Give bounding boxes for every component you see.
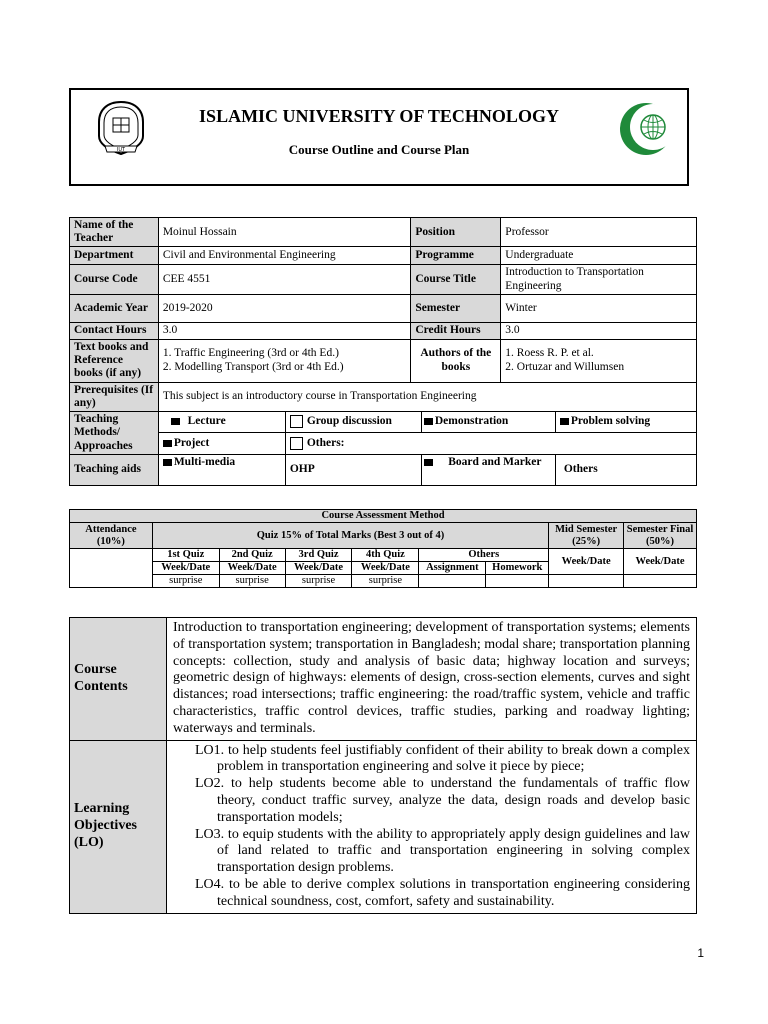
department-label: Department <box>70 247 159 265</box>
teaching-methods-options <box>158 411 696 454</box>
quiz1-weekdate: Week/Date <box>152 562 219 575</box>
course-title-value: Introduction to Transportation Engineering <box>501 265 697 294</box>
teaching-aids-label: Teaching aids <box>70 454 159 485</box>
department-value: Civil and Environmental Engineering <box>158 247 411 265</box>
semester-final-header: Semester Final (50%) <box>624 523 697 549</box>
document-subtitle: Course Outline and Course Plan <box>288 142 470 157</box>
homework-header: Homework <box>486 562 549 575</box>
assessment-table <box>69 509 697 588</box>
homework-date <box>486 575 549 588</box>
method-lecture-label: Lecture <box>187 415 226 428</box>
teacher-value: Moinul Hossain <box>158 218 411 247</box>
seal-text: IUT <box>116 147 126 153</box>
lo-item-4: LO4. to be able to derive complex solutions in transportation engineering considering technical soundness, cost, comfort, safety and sustainability. <box>195 876 690 909</box>
attendance-cell <box>70 549 153 588</box>
credit-hours-value: 3.0 <box>501 322 697 339</box>
contact-hours-label: Contact Hours <box>70 322 159 339</box>
teaching-aids-options <box>158 454 696 485</box>
final-date <box>624 575 697 588</box>
university-title: ISLAMIC UNIVERSITY OF TECHNOLOGY <box>199 106 559 126</box>
method-group-label: Group discussion <box>306 415 392 428</box>
method-demo-label: Demonstration <box>434 415 509 428</box>
quiz4-weekdate: Week/Date <box>352 562 419 575</box>
position-label: Position <box>411 218 501 247</box>
course-code-value: CEE 4551 <box>158 265 411 294</box>
quiz3-header: 3rd Quiz <box>285 549 352 562</box>
textbooks-label: Text books and Reference books (if any) <box>70 339 159 382</box>
quiz-header: Quiz 15% of Total Marks (Best 3 out of 4) <box>152 523 548 549</box>
quiz4-header: 4th Quiz <box>352 549 419 562</box>
course-contents-text: Introduction to transportation engineering; development of transportation systems; elements of transportation system; transportation in Bangladesh; modal share; transportation planning concepts: collection, study and analysis of basic data; highway location and surveys; geometric design of highways: elements of design, cross-section elements, curves and sight distances; road intersections; traffic engineering: the road/traffic system, vehicle and traffic characteristics, traffic control devices, traffic studies, parking and roadway lighting; waterways and terminals. <box>167 618 697 741</box>
checked-square-icon <box>163 459 172 466</box>
assignment-header: Assignment <box>419 562 486 575</box>
course-content-table <box>69 617 697 914</box>
position-value: Professor <box>501 218 697 247</box>
textbooks-value <box>158 339 411 382</box>
oic-logo-icon <box>615 100 673 158</box>
authors-label: Authors of the books <box>411 339 501 382</box>
textbook-1: 1. Traffic Engineering (3rd or 4th Ed.) <box>162 347 339 360</box>
checked-square-icon <box>171 418 180 425</box>
aid-others: Others <box>563 463 598 476</box>
checked-square-icon <box>424 459 433 466</box>
method-group-discussion <box>286 412 422 432</box>
quiz2-weekdate: Week/Date <box>219 562 285 575</box>
attendance-header: Attendance (10%) <box>70 523 153 549</box>
page-number: 1 <box>697 946 704 960</box>
method-demonstration <box>422 412 556 432</box>
checked-square-icon <box>424 418 433 425</box>
semester-value: Winter <box>501 294 697 322</box>
method-project <box>159 433 286 454</box>
assessment-title: Course Assessment Method <box>70 510 697 523</box>
mid-semester-header: Mid Semester (25%) <box>549 523 624 549</box>
lo-item-2: LO2. to help students become able to understand the fundamentals of traffic flow theory, conduct traffic survey, analyze the data, design roads and develop basic transportation models; <box>195 776 690 825</box>
aid-board <box>422 455 556 485</box>
method-lecture <box>159 412 286 432</box>
assignment-date <box>419 575 486 588</box>
quiz1-date: surprise <box>152 575 219 588</box>
authors-value <box>501 339 697 382</box>
credit-hours-label: Credit Hours <box>411 322 501 339</box>
checked-square-icon <box>560 418 569 425</box>
prerequisites-label: Prerequisites (If any) <box>70 382 159 411</box>
learning-objectives-list <box>167 740 697 913</box>
method-project-label: Project <box>173 436 210 449</box>
aid-multimedia-label: Multi-media <box>173 455 236 468</box>
academic-year-value: 2019-2020 <box>158 294 411 322</box>
aid-board-label: Board and Marker <box>448 455 542 468</box>
course-contents-label: Course Contents <box>70 618 167 741</box>
method-problem-solving <box>556 412 696 432</box>
teaching-methods-label: Teaching Methods/ Approaches <box>70 411 159 454</box>
programme-label: Programme <box>411 247 501 265</box>
academic-year-label: Academic Year <box>70 294 159 322</box>
unchecked-box-icon <box>290 437 303 450</box>
textbook-2: 2. Modelling Transport (3rd or 4th Ed.) <box>162 360 344 373</box>
quiz3-date: surprise <box>285 575 352 588</box>
method-problem-label: Problem solving <box>570 415 651 428</box>
lo-item-3: LO3. to equip students with the ability to appropriately apply design guidelines and law of land related to traffic and transportation engineering in solving complex transportation design problems. <box>195 826 690 876</box>
mid-weekdate: Week/Date <box>549 549 624 575</box>
course-code-label: Course Code <box>70 265 159 294</box>
semester-label: Semester <box>411 294 501 322</box>
unchecked-box-icon <box>290 415 303 428</box>
quiz2-header: 2nd Quiz <box>219 549 285 562</box>
final-weekdate: Week/Date <box>624 549 697 575</box>
course-info-table <box>69 217 697 486</box>
header-box <box>69 88 689 186</box>
quiz4-date: surprise <box>352 575 419 588</box>
author-1: 1. Roess R. P. et al. <box>505 347 594 360</box>
author-2: 2. Ortuzar and Willumsen <box>505 360 625 373</box>
course-title-label: Course Title <box>411 265 501 294</box>
method-others <box>286 433 696 454</box>
aid-multimedia <box>159 455 286 485</box>
quiz1-header: 1st Quiz <box>152 549 219 562</box>
quiz2-date: surprise <box>219 575 285 588</box>
others-header: Others <box>419 549 549 562</box>
programme-value: Undergraduate <box>501 247 697 265</box>
lo-item-1: LO1. to help students feel justifiably confident of their ability to break down a complex problem in transportation engineering and solve it piece by piece; <box>195 742 690 775</box>
aid-ohp: OHP <box>286 455 422 485</box>
contact-hours-value: 3.0 <box>158 322 411 339</box>
prerequisites-value: This subject is an introductory course in Transportation Engineering <box>158 382 696 411</box>
mid-date <box>549 575 624 588</box>
checked-square-icon <box>163 440 172 447</box>
method-others-label: Others: <box>306 436 345 449</box>
teacher-label: Name of the Teacher <box>70 218 159 247</box>
learning-objectives-label: Learning Objectives (LO) <box>70 740 167 913</box>
quiz3-weekdate: Week/Date <box>285 562 352 575</box>
